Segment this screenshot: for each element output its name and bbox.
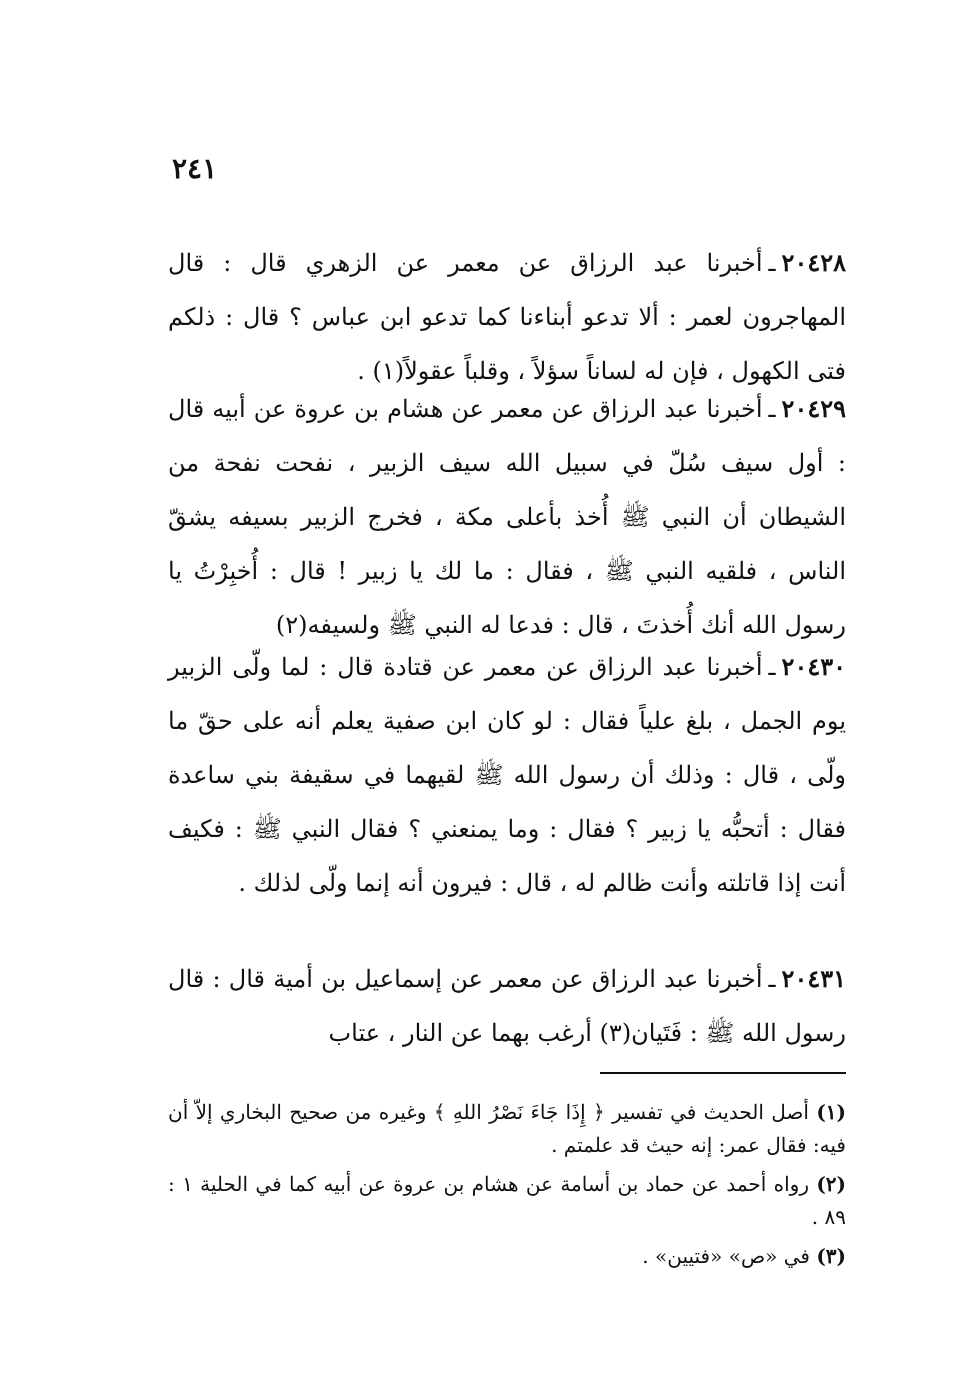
footnote-divider	[600, 1072, 846, 1074]
dash-separator: ـ	[768, 653, 776, 681]
hadith-paragraph	[168, 236, 846, 398]
dash-separator: ـ	[768, 395, 776, 423]
footnote	[168, 1096, 846, 1162]
hadith-number: ٢٠٤٣٠	[781, 652, 846, 681]
hadith-text: أخبرنا عبد الرزاق عن معمر عن إسماعيل بن أمية قال : قال رسول الله ﷺ : فَتَيان(٣) أرغب بهما عن النار ، عتاب	[168, 965, 846, 1047]
hadith-text: أخبرنا عبد الرزاق عن معمر عن الزهري قال : قال المهاجرون لعمر : ألا تدعو أبناءنا كما تدعو ابن عباس ؟ قال : ذلكم فتى الكهول ، فإن له لساناً سؤلاً ، وقلباً عقولاً(١) .	[168, 249, 846, 385]
hadith-number: ٢٠٤٣١	[781, 964, 846, 993]
footnote-text: أصل الحديث في تفسير ﴿ إِذَا جَاءَ نَصْرُ اللهِ ﴾ وغيره من صحيح البخاري إلاّ أن فيه: فقال عمر: إنه حيث قد علمتم .	[168, 1100, 846, 1157]
footnote-text: رواه أحمد عن حماد بن أسامة عن هشام بن عروة عن أبيه كما في الحلية ١ : ٨٩ .	[168, 1172, 846, 1229]
dash-separator: ـ	[768, 249, 776, 277]
hadith-paragraph	[168, 640, 846, 910]
hadith-paragraph	[168, 382, 846, 652]
footnote-number: (٣)	[816, 1244, 846, 1268]
footnote-text: في «ص» «فتيين» .	[642, 1244, 810, 1268]
footnote-number: (٢)	[816, 1172, 846, 1196]
footnote	[168, 1168, 846, 1234]
footnotes	[168, 1096, 846, 1279]
hadith-number: ٢٠٤٢٨	[781, 248, 846, 277]
page-number: ٢٤١	[172, 152, 218, 185]
hadith-paragraph	[168, 952, 846, 1060]
footnote-number: (١)	[816, 1100, 847, 1124]
footnote	[168, 1240, 846, 1273]
hadith-text: أخبرنا عبد الرزاق عن معمر عن هشام بن عروة عن أبيه قال : أول سيف سُلّ في سبيل الله سيف الزبير ، نفحت نفحة من الشيطان أن النبي ﷺ أُخذ بأعلى مكة ، فخرج الزبير بسيفه يشقّ الناس ، فلقيه النبي ﷺ ، فقال : ما لك يا زبير ! قال : أُخبِرْتُ يا رسول الله أنك أُخذتَ ، قال : فدعا له النبي ﷺ ولسيفه(٢)	[168, 395, 846, 639]
hadith-text: أخبرنا عبد الرزاق عن معمر عن قتادة قال : لما ولّى الزبير يوم الجمل ، بلغ علياً فقال : لو كان ابن صفية يعلم أنه على حقّ ما ولّى ، قال : وذلك أن رسول الله ﷺ لقيهما في سقيفة بني ساعدة فقال : أتحبُّه يا زبير ؟ فقال : وما يمنعني ؟ فقال النبي ﷺ : فكيف أنت إذا قاتلته وأنت ظالم له ، قال : فيرون أنه إنما ولّى لذلك .	[168, 653, 846, 897]
dash-separator: ـ	[768, 965, 776, 993]
hadith-number: ٢٠٤٢٩	[781, 394, 846, 423]
